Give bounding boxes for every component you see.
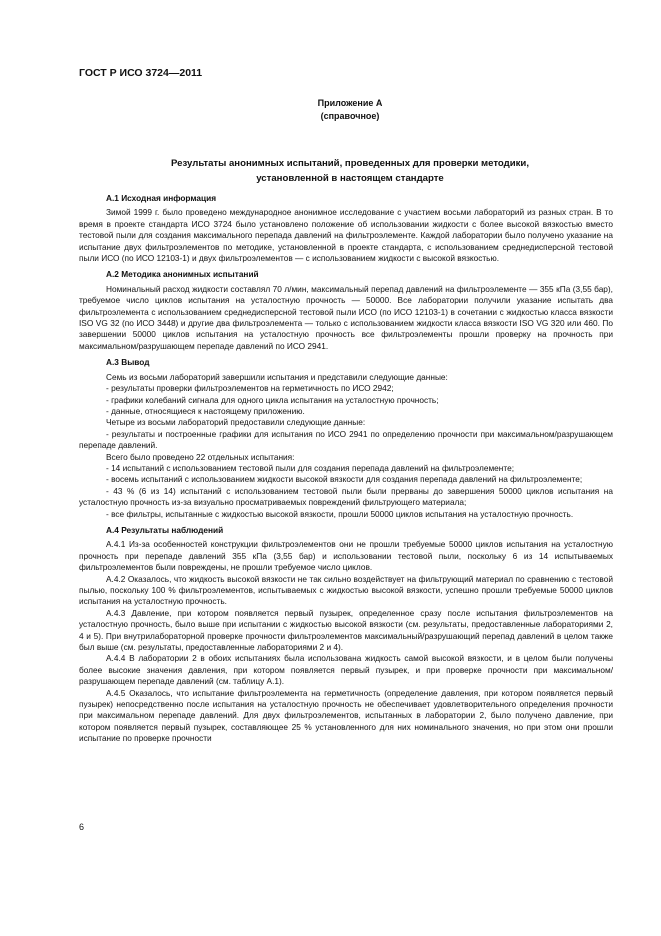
list-item: - графики колебаний сигнала для одного цикла испытания на усталостную прочность; bbox=[106, 394, 439, 405]
paragraph: А.4.2 Оказалось, что жидкость высокой вязкости не так сильно воздействует на фильтрующий материал по сравнению с тестовой пылью, поскольку 100 % фильтроэлементов, испытываемых с жидкостью высокой вязкости, успешно прошли требуемые 50000 циклов испытания на усталостную прочность. bbox=[79, 573, 613, 607]
paragraph: А.4.1 Из-за особенностей конструкции фильтроэлементов они не прошли требуемые 50000 циклов испытания на усталостную прочность при перепаде давлений 355 кПа (3,55 бар) и использовании тестовой пыли, поскольку 6 из 14 испытываемых фильтроэлементов были повреждены, не прошли требуемое число циклов. bbox=[79, 539, 613, 573]
section-heading: А.4 Результаты наблюдений bbox=[106, 524, 224, 535]
paragraph: А.4.5 Оказалось, что испытание фильтроэлемента на герметичность (определение давления, при котором появляется первый пузырек) непосредственно после испытания на усталостную прочность не обеспечивает удовлетворительного определения прочности при максимальном перепаде давлений. Для двух фильтроэлементов, испытанных в лаборатории 2, было получено давление, при котором появляется первый пузырек, составляющее 25 % установленного для них номинального значения, но при этом они прошли испытание по проверке прочности bbox=[79, 687, 613, 744]
section-a3 bbox=[79, 357, 613, 520]
annex-heading bbox=[200, 97, 500, 123]
document-body bbox=[79, 193, 613, 745]
section-heading: А.3 Вывод bbox=[106, 357, 150, 368]
list-item: - все фильтры, испытанные с жидкостью высокой вязкости, прошли 50000 циклов испытания на усталостную прочность. bbox=[106, 508, 574, 519]
paragraph: Четыре из восьми лабораторий предоставили следующие данные: bbox=[106, 417, 366, 428]
list-item: - результаты проверки фильтроэлементов на герметичность по ИСО 2942; bbox=[106, 383, 394, 394]
main-title bbox=[100, 156, 600, 186]
list-item: - 14 испытаний с использованием тестовой пыли для создания перепада давлений на фильтроэлементе; bbox=[106, 462, 514, 473]
main-title-line-2: установленной в настоящем стандарте bbox=[256, 173, 444, 184]
list-item: - данные, относящиеся к настоящему приложению. bbox=[106, 405, 305, 416]
section-heading: А.1 Исходная информация bbox=[106, 193, 217, 203]
paragraph: Зимой 1999 г. было проведено международное анонимное исследование с участием восьми лабораторий из разных стран. В то время в проекте стандарта ИСО 3724 было установлено положение об использовании жидкости с более высокой вязкостью вместо тестовой пыли для создания максимального перепада давлений на фильтроэлементе. Каждой лаборатории было получено указание на испытание двух фильтроэлементов по методике, установленной в проекте стандарта, с использованием среднедисперсной тестовой пыли ИСО (по ИСО 12103-1) и двух фильтроэлементов — с использованием жидкости с высокой вязкостью. bbox=[79, 207, 613, 264]
section-a1 bbox=[79, 193, 613, 264]
annex-title: Приложение А bbox=[317, 98, 383, 108]
paragraph: Номинальный расход жидкости составлял 70 л/мин, максимальный перепад давлений на фильтроэлементе — 355 кПа (3,55 бар), требуемое число циклов испытания на усталостную прочность — 50000. Все лаборатории получили указание испытать два фильтроэлемента с использованием среднедисперсной тестовой пыли ИСО (по ИСО 12103-1) в сочетании с жидкостью класса вязкости ISO VG 32 (по ИСО 3448) и другие два фильтроэлемента — только с использованием жидкости класса вязкости ISO VG 320 или 460. По завершении 50000 циклов испытания на усталостную прочность все фильтроэлементы прошли проверку на прочность при максимальном/разрушающем перепаде давлений по ИСО 2941. bbox=[79, 283, 613, 351]
paragraph: Семь из восьми лабораторий завершили испытания и представили следующие данные: bbox=[106, 371, 448, 382]
list-item: - 43 % (6 из 14) испытаний с использованием тестовой пыли были прерваны до завершения 50000 циклов испытания на усталостную прочность из-за визуально просматриваемых повреждений фильтрующего материала; bbox=[79, 485, 613, 508]
annex-note: (справочное) bbox=[320, 111, 380, 121]
main-title-line-1: Результаты анонимных испытаний, проведенных для проверки методики, bbox=[170, 158, 529, 169]
paragraph: А.4.3 Давление, при котором появляется первый пузырек, определенное сразу после испытания фильтроэлементов на усталостную прочность, было выше при испытании с жидкостью высокой вязкости (см. результаты, предоставленные лабораториями 2, 4 и 5). При внутрилабораторной проверке прочности фильтроэлементов максимальный/разрушающий перепад давлений в целом также был выше (см. результаты, предоставленные лабораториями 2 и 4). bbox=[79, 607, 613, 653]
list-item: - результаты и построенные графики для испытания по ИСО 2941 по определению прочности при максимальном/разрушающем перепаде давлений. bbox=[79, 428, 613, 451]
document-header: ГОСТ Р ИСО 3724—2011 bbox=[79, 67, 203, 79]
list-item: - восемь испытаний с использованием жидкости высокой вязкости для создания перепада давлений на фильтроэлементе; bbox=[106, 474, 583, 485]
section-heading: А.2 Методика анонимных испытаний bbox=[106, 269, 259, 280]
section-a2 bbox=[79, 269, 613, 352]
paragraph: Всего было проведено 22 отдельных испытания: bbox=[106, 451, 295, 462]
paragraph: А.4.4 В лаборатории 2 в обоих испытаниях была использована жидкость самой высокой вязкости, и в целом были получены более высокие значения давления, при котором появляется первый пузырек, и при проверке прочности при максимальном/разрушающем перепаде давлений (см. таблицу А.1). bbox=[79, 653, 613, 687]
page-number: 6 bbox=[79, 822, 85, 832]
section-a4 bbox=[79, 525, 613, 745]
